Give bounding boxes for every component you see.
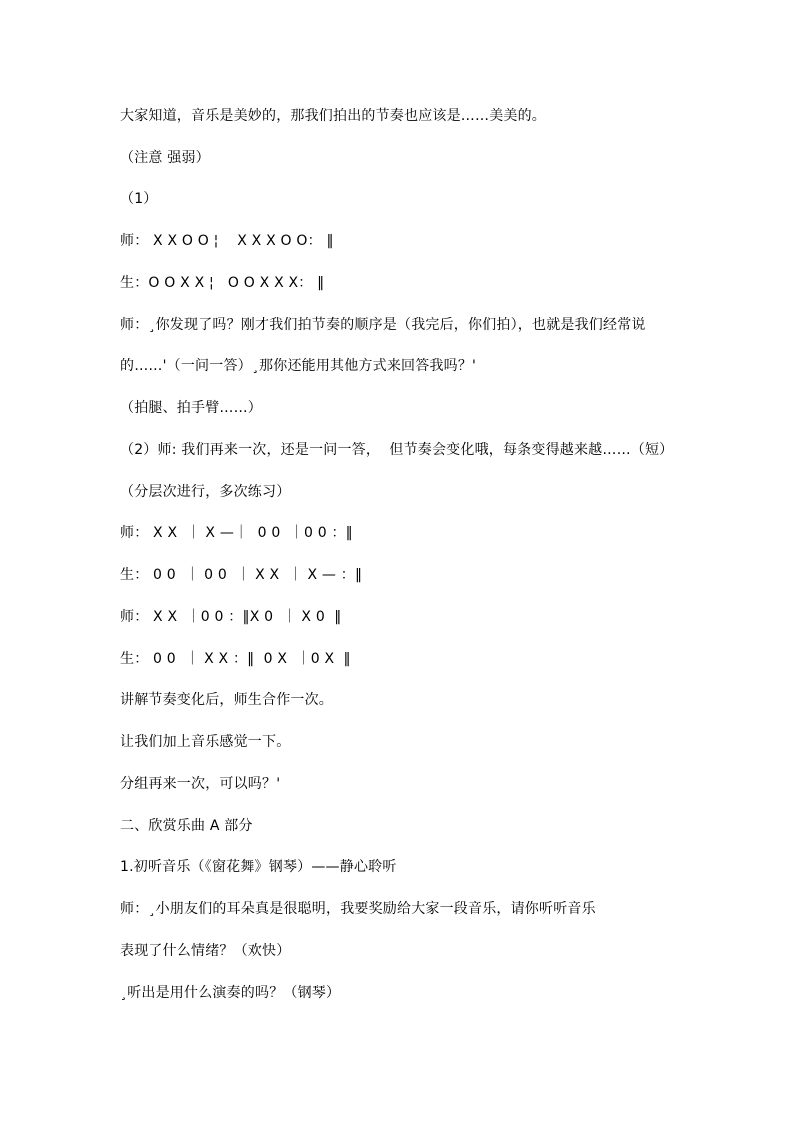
text-line: （拍腿、拍手臂……） xyxy=(120,400,262,416)
text-line: 讲解节奏变化后，师生合作一次。 xyxy=(120,692,333,708)
text-line: 师：¸小朋友们的耳朵真是很聪明，我要奖励给大家一段音乐，请你听听音乐 xyxy=(120,901,596,917)
text-line: ¸听出是用什么演奏的吗？（钢琴） xyxy=(120,985,341,1001)
rhythm-line: 生： 0 0 ｜ X X ：‖ 0 X ｜0 X ‖ xyxy=(120,651,351,667)
text-line: 大家知道，音乐是美妙的，那我们拍出的节奏也应该是……美美的。 xyxy=(120,108,546,124)
text-line: （1） xyxy=(120,191,158,207)
section-heading: 二、欣赏乐曲 A 部分 xyxy=(120,818,253,834)
text-line: 让我们加上音乐感觉一下。 xyxy=(120,734,291,750)
text-line: 表现了什么情绪？（欢快） xyxy=(120,943,291,959)
rhythm-line: 师： X X O O ¦ X X X O O： ‖ xyxy=(120,233,334,249)
text-line: 分组再来一次，可以吗？' xyxy=(120,776,281,792)
rhythm-line: 师： X X ｜0 0 ：‖X 0 ｜ X 0 ‖ xyxy=(120,609,342,625)
text-line: （注意 强弱） xyxy=(120,150,210,166)
rhythm-line: 生：O O X X ¦ O O X X X： ‖ xyxy=(120,275,325,291)
subsection-heading: 1.初听音乐（《窗花舞》钢琴）——静心聆听 xyxy=(120,859,397,875)
text-line: 师：¸你发现了吗？刚才我们拍节奏的顺序是（我完后，你们拍），也就是我们经常说 xyxy=(120,317,646,333)
rhythm-line: 生： 0 0 ｜ 0 0 ｜ X X ｜ X — ：‖ xyxy=(120,567,363,583)
rhythm-line: 师： X X ｜ X —｜ 0 0 ｜0 0 ：‖ xyxy=(120,525,353,541)
text-line: （2）师: 我们再来一次，还是一问一答， 但节奏会变化哦，每条变得越来越……（短） xyxy=(120,442,674,458)
text-line: （分层次进行，多次练习） xyxy=(120,484,291,500)
text-line: 的……'（一问一答）¸那你还能用其他方式来回答我吗？' xyxy=(120,358,477,374)
